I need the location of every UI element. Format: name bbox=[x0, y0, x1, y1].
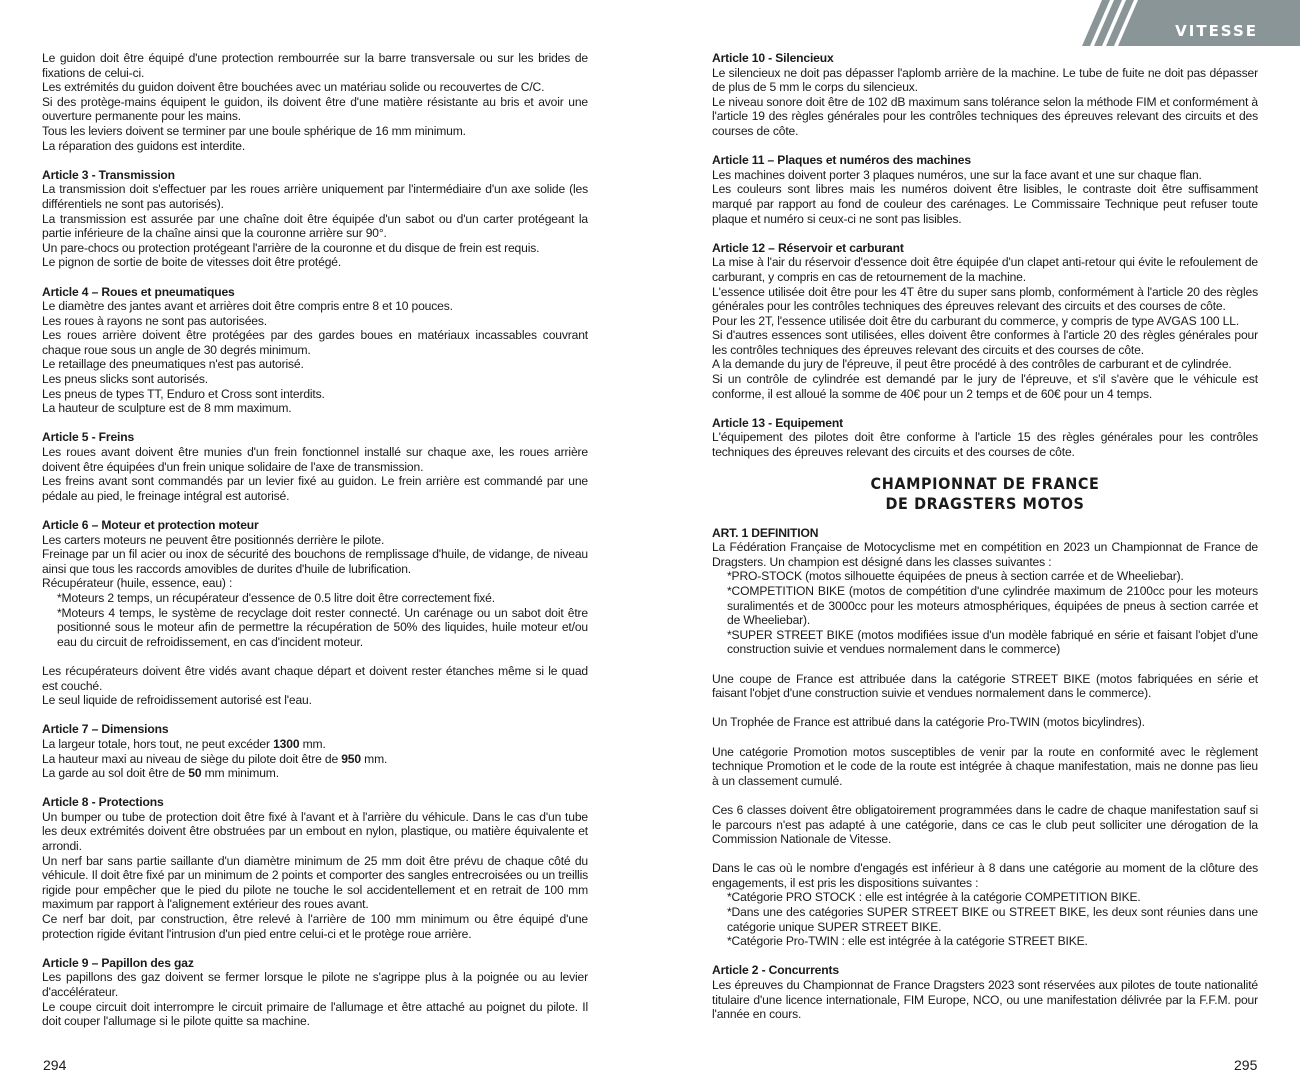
article-title: Article 10 - Silencieux bbox=[712, 51, 834, 65]
paragraph: Les papillons des gaz doivent se fermer lorsque le pilote ne s'agrippe plus à la poignée ou au levier d'accélérateur. bbox=[42, 970, 588, 999]
dimension-width: La largeur totale, hors tout, ne peut excéder 1300 mm. bbox=[42, 736, 326, 751]
article-10 bbox=[712, 51, 1258, 139]
list-item: *Moteurs 2 temps, un récupérateur d'essence de 0.5 litre doit être correctement fixé. bbox=[57, 590, 495, 605]
paragraph: L'essence utilisée doit être pour les 4T être du super sans plomb, conformément à l'article 20 des règles générales pour les contrôles techniques des épreuves relevant des circuits et des courses de côte. bbox=[712, 284, 1258, 314]
list-item: *Catégorie PRO STOCK : elle est intégrée à la catégorie COMPETITION BIKE. bbox=[727, 890, 1141, 905]
article-9 bbox=[42, 956, 588, 1029]
paragraph: A la demande du jury de l'épreuve, il peut être procédé à des contrôles de carburant et de cylindrée. bbox=[712, 357, 1232, 372]
list-item: *Moteurs 4 temps, le système de recyclage doit rester connecté. Un carénage ou un sabot doit être positionné sous le moteur afin de permettre la récupération de 50% des liquides, huile moteur et/ou eau du circuit de refroidissement, en cas d'incident moteur. bbox=[57, 605, 588, 649]
paragraph: Le guidon doit être équipé d'une protection rembourrée sur la barre transversale ou sur les brides de fixations de celui-ci. bbox=[42, 51, 588, 80]
paragraph: Un Trophée de France est attribué dans la catégorie Pro-TWIN (motos bicylindres). bbox=[712, 715, 1145, 730]
article-3 bbox=[42, 168, 588, 270]
paragraph: Une catégorie Promotion motos susceptibles de venir par la route en conformité avec le règlement technique Promotion et le code de la route est intégrée à chaque manifestation, mais ne donne pas lieu à un classement cumulé. bbox=[712, 744, 1258, 788]
paragraph: Le silencieux ne doit pas dépasser l'aplomb arrière de la machine. Le tube de fuite ne doit pas dépasser de plus de 5 mm le corps du silencieux. bbox=[712, 65, 1258, 95]
article-title: ART. 1 DEFINITION bbox=[712, 525, 819, 540]
paragraph: Un bumper ou tube de protection doit être fixé à l'avant et à l'arrière du véhicule. Dans le cas d'un tube les deux extrémités doivent être obstruées par un embout en nylon, plastique, ou matière équivalente et arrondi. bbox=[42, 809, 588, 854]
handlebar-section bbox=[42, 51, 588, 153]
article-7 bbox=[42, 722, 588, 780]
article-8 bbox=[42, 795, 588, 941]
paragraph: Le diamètre des jantes avant et arrières doit être compris entre 8 et 10 pouces. bbox=[42, 299, 453, 314]
paragraph: Dans le cas où le nombre d'engagés est inférieur à 8 dans une catégorie au moment de la clôture des engagements, il est pris les dispositions suivantes : bbox=[712, 861, 1258, 890]
paragraph: Récupérateur (huile, essence, eau) : bbox=[42, 576, 233, 591]
article-2-concurrents bbox=[712, 963, 1258, 1021]
article-title: Article 6 – Moteur et protection moteur bbox=[42, 518, 259, 532]
championship-title-line2: DE DRAGSTERS MOTOS bbox=[885, 493, 1085, 513]
article-11 bbox=[712, 153, 1258, 226]
paragraph: Une coupe de France est attribuée dans la catégorie STREET BIKE (motos fabriquées en série et faisant l'objet d'une construction suivie et vendues normalement dans le commerce). bbox=[712, 671, 1258, 701]
paragraph: Le niveau sonore doit être de 102 dB maximum sans tolérance selon la méthode FIM et conformément à l'article 19 des règles générales pour les contrôles techniques des épreuves relevant des circuits et des courses de côte. bbox=[712, 94, 1258, 138]
paragraph: Les machines doivent porter 3 plaques numéros, une sur la face avant et une sur chaque flan. bbox=[712, 167, 1202, 182]
article-title: Article 13 - Equipement bbox=[712, 415, 843, 430]
paragraph: La hauteur de sculpture est de 8 mm maximum. bbox=[42, 401, 292, 416]
article-4 bbox=[42, 285, 588, 416]
paragraph: Tous les leviers doivent se terminer par une boule sphérique de 16 mm minimum. bbox=[42, 123, 466, 138]
list-item: *COMPETITION BIKE (motos de compétition d'une cylindrée maximum de 2100cc pour les moteurs suralimentés et de 3000cc pour les moteurs atmosphériques, équipées de pneus à section carrée et de Wheeliebar). bbox=[727, 584, 1258, 628]
height-value: 950 bbox=[341, 751, 361, 766]
paragraph: Les carters moteurs ne peuvent être positionnés derrière le pilote. bbox=[42, 532, 385, 547]
paragraph: Si d'autres essences sont utilisées, elles doivent être conformes à l'article 20 des règles générales pour les contrôles techniques des épreuves relevant des circuits et des courses de côte. bbox=[712, 328, 1258, 357]
paragraph: La Fédération Française de Motocyclisme met en compétition en 2023 un Championnat de France de Dragsters. Un champion est désigné dans les classes suivantes : bbox=[712, 540, 1258, 569]
paragraph: Ce nerf bar doit, par construction, être relevé à l'arrière de 100 mm minimum ou être équipé d'une protection rigide évitant l'intrusion d'un pied entre celui-ci et le protège roue arrière. bbox=[42, 912, 588, 941]
championship-title-line1: CHAMPIONNAT DE FRANCE bbox=[870, 473, 1100, 493]
width-value: 1300 bbox=[273, 736, 300, 751]
paragraph: Les roues à rayons ne sont pas autorisées. bbox=[42, 313, 267, 328]
art-1-definition bbox=[712, 526, 1258, 949]
paragraph: Le seul liquide de refroidissement autorisé est l'eau. bbox=[42, 693, 312, 708]
article-5 bbox=[42, 430, 588, 503]
paragraph: La réparation des guidons est interdite. bbox=[42, 138, 246, 153]
list-item: *Catégorie Pro-TWIN : elle est intégrée à la catégorie STREET BIKE. bbox=[727, 934, 1088, 949]
paragraph: La transmission est assurée par une chaîne doit être équipée d'un sabot ou d'un carter protégeant la partie inférieure de la chaîne ainsi que la couronne arrière sur 90°. bbox=[42, 211, 588, 241]
article-12 bbox=[712, 241, 1258, 402]
article-13 bbox=[712, 416, 1258, 460]
article-title: Article 11 – Plaques et numéros des machines bbox=[712, 153, 971, 168]
article-title: Article 9 – Papillon des gaz bbox=[42, 955, 194, 970]
paragraph: Les pneus de types TT, Enduro et Cross sont interdits. bbox=[42, 386, 325, 401]
dimension-height: La hauteur maxi au niveau de siège du pilote doit être de 950 mm. bbox=[42, 751, 388, 766]
section-tag bbox=[1080, 0, 1300, 46]
article-title: Article 7 – Dimensions bbox=[42, 722, 169, 737]
paragraph: Le pignon de sortie de boite de vitesses doit être protégé. bbox=[42, 255, 342, 270]
article-title: Article 8 - Protections bbox=[42, 795, 164, 810]
article-title: Article 4 – Roues et pneumatiques bbox=[42, 284, 235, 299]
paragraph: Les freins avant sont commandés par un levier fixé au guidon. Le frein arrière est commandé par une pédale au pied, le freinage intégral est autorisé. bbox=[42, 474, 588, 503]
article-title: Article 3 - Transmission bbox=[42, 167, 175, 182]
dimension-ground: La garde au sol doit être de 50 mm minimum. bbox=[42, 766, 279, 781]
list-item: *SUPER STREET BIKE (motos modifiées issue d'un modèle fabriqué en série et faisant l'objet d'une construction suivie et vendues normalement dans le commerce) bbox=[727, 627, 1258, 657]
paragraph: Le retaillage des pneumatiques n'est pas autorisé. bbox=[42, 357, 304, 372]
paragraph: L'équipement des pilotes doit être conforme à l'article 15 des règles générales pour les contrôles techniques des épreuves relevant des circuits et des courses de côte. bbox=[712, 430, 1258, 460]
article-title: Article 2 - Concurrents bbox=[712, 963, 839, 978]
list-item: *PRO-STOCK (motos silhouette équipées de pneus à section carrée et de Wheeliebar). bbox=[727, 569, 1184, 584]
list-item: *Dans une des catégories SUPER STREET BIKE ou STREET BIKE, les deux sont réunies dans une catégorie unique SUPER STREET BIKE. bbox=[727, 905, 1258, 934]
paragraph: Pour les 2T, l'essence utilisée doit être du carburant du commerce, y compris de type AVGAS 100 LL. bbox=[712, 313, 1240, 328]
paragraph: La transmission doit s'effectuer par les roues arrière uniquement par l'intermédiaire d'un axe solide (les différentiels ne sont pas autorisés). bbox=[42, 182, 588, 211]
paragraph: Les pneus slicks sont autorisés. bbox=[42, 372, 208, 387]
paragraph: Le coupe circuit doit interrompre le circuit primaire de l'allumage et être attaché au poignet du pilote. Il doit couper l'allumage si le pilote quitte sa machine. bbox=[42, 999, 588, 1029]
page-number-left: 294 bbox=[43, 1057, 67, 1073]
paragraph: Un nerf bar sans partie saillante d'un diamètre minimum de 25 mm doit être prévu de chaque côté du véhicule. Il doit être fixé par un minimum de 2 points et comporter des sangles entrecroisées ou un treillis rigide pour empêcher que le pied du pilote ne touche le sol accidentellement et en retrait de 100 mm maximum par rapport à l'alignement extérieur des roues avant. bbox=[42, 853, 588, 912]
article-title: Article 12 – Réservoir et carburant bbox=[712, 240, 904, 255]
paragraph: Les roues avant doivent être munies d'un frein fonctionnel installé sur chaque axe, les roues arrière doivent être équipées d'un frein unique solidaire de l'axe de transmission. bbox=[42, 445, 588, 474]
left-page-column bbox=[42, 51, 588, 1029]
paragraph: La mise à l'air du réservoir d'essence doit être équipée d'un clapet anti-retour qui évite le refoulement de carburant, y compris en cas de retournement de la machine. bbox=[712, 255, 1258, 284]
page-number-right: 295 bbox=[1234, 1057, 1258, 1073]
paragraph: Les roues arrière doivent être protégées par des gardes boues en matériaux incassables couvrant chaque roue sous un angle de 30 degrés minimum. bbox=[42, 328, 588, 357]
ground-value: 50 bbox=[188, 766, 202, 781]
paragraph: Ces 6 classes doivent être obligatoirement programmées dans le cadre de chaque manifestation sauf si le parcours n'est pas adapté à une catégorie, dans ce cas le club peut solliciter une dérogation de la Commission Nationale de Vitesse. bbox=[712, 802, 1258, 847]
right-page-column bbox=[712, 51, 1258, 1022]
paragraph: Freinage par un fil acier ou inox de sécurité des bouchons de remplissage d'huile, de vidange, de niveau ainsi que tous les raccords amovibles de durites d'huile de lubrification. bbox=[42, 547, 588, 576]
paragraph: Les épreuves du Championnat de France Dragsters 2023 sont réservées aux pilotes de toute nationalité titulaire d'une licence internationale, FIM Europe, NCO, ou une manifestation délivrée par la F.F.M. pour l'année en cours. bbox=[712, 978, 1258, 1022]
paragraph: Si un contrôle de cylindrée est demandé par le jury de l'épreuve, et s'il s'avère que le véhicule est conforme, il est alloué la somme de 40€ pour un 2 temps et de 60€ pour un 4 temps. bbox=[712, 372, 1258, 401]
championship-title bbox=[712, 474, 1258, 514]
article-title: Article 5 - Freins bbox=[42, 430, 135, 445]
paragraph: Les extrémités du guidon doivent être bouchées avec un matériau solide ou recouvertes de C/C. bbox=[42, 80, 545, 95]
paragraph: Les couleurs sont libres mais les numéros doivent être lisibles, le contraste doit être suffisamment marqué par rapport au fond de couleur des carénages. Le Commissaire Technique peut refuser toute plaque et numéro si ceux-ci ne sont pas lisibles. bbox=[712, 182, 1258, 226]
paragraph: Un pare-chocs ou protection protégeant l'arrière de la couronne et du disque de frein est requis. bbox=[42, 240, 540, 255]
article-6 bbox=[42, 518, 588, 708]
paragraph: Les récupérateurs doivent être vidés avant chaque départ et doivent rester étanches même si le quad est couché. bbox=[42, 663, 588, 693]
paragraph: Si des protège-mains équipent le guidon, ils doivent être d'une matière résistante au bris et avoir une ouverture permanente pour les mains. bbox=[42, 94, 588, 124]
section-tag-label: VITESSE bbox=[1175, 22, 1258, 40]
